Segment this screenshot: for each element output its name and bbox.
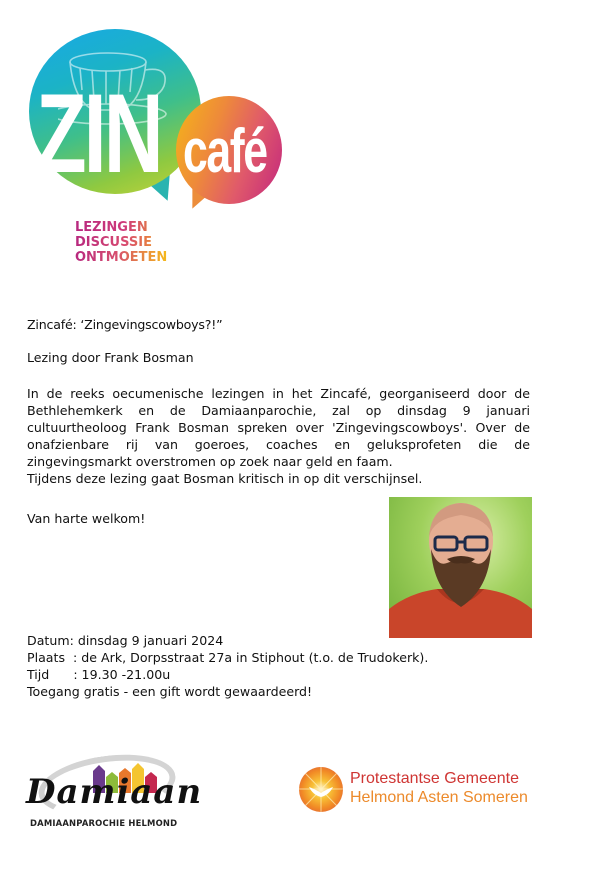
- detail-time: Tijd : 19.30 -21.00u: [27, 667, 171, 682]
- pghas-name-line2: Helmond Asten Someren: [350, 789, 528, 806]
- tagline-ontmoeten: ONTMOETEN: [75, 250, 168, 265]
- speaker-photo: [389, 497, 532, 638]
- zincafe-logo: [0, 0, 300, 280]
- damiaan-subtitle: DAMIAANPAROCHIE HELMOND: [30, 818, 178, 828]
- detail-admission: Toegang gratis - een gift wordt gewaardeerd!: [27, 684, 313, 699]
- event-title: Zincafé: ‘Zingevingscowboys?!”: [27, 317, 223, 332]
- description-paragraph: In de reeks oecumenische lezingen in het Zincafé, georganiseerd door de Bethlehemkerk en de Damiaanparochie, zal op dinsdag 9 januari cultuurtheoloog Frank Bosman spreken over 'Zingevingscowboys'. Over de onafzienbare rij van goeroes, coaches en geluksprofeten die de zingevingsmarkt overstromen op zoek naar geld en faam.: [27, 386, 530, 469]
- detail-location: Plaats : de Ark, Dorpsstraat 27a in Stiphout (t.o. de Trudokerk).: [27, 650, 429, 665]
- brand-zin: ZIN: [36, 71, 161, 196]
- speaker-portrait-icon: [389, 497, 532, 638]
- damiaan-script-text: Damiaan: [26, 772, 203, 812]
- dove-sunburst-icon: [299, 767, 343, 812]
- detail-date: Datum: dinsdag 9 januari 2024: [27, 633, 224, 648]
- description-paragraph-2: Tijdens deze lezing gaat Bosman kritisch in op dit verschijnsel.: [27, 471, 423, 486]
- brand-cafe: café: [183, 117, 267, 186]
- tagline-discussie: DISCUSSIE: [75, 235, 167, 250]
- event-description: [27, 385, 530, 487]
- tagline-lezingen: LEZINGEN: [75, 220, 167, 235]
- pghas-name-line1: Protestantse Gemeente: [350, 770, 519, 787]
- logo-tagline: [75, 220, 167, 265]
- damiaan-logo: [20, 748, 203, 838]
- event-details: [27, 632, 530, 700]
- pghas-logo: [299, 766, 569, 814]
- welcome-text: Van harte welkom!: [27, 511, 146, 526]
- event-subtitle: Lezing door Frank Bosman: [27, 350, 194, 365]
